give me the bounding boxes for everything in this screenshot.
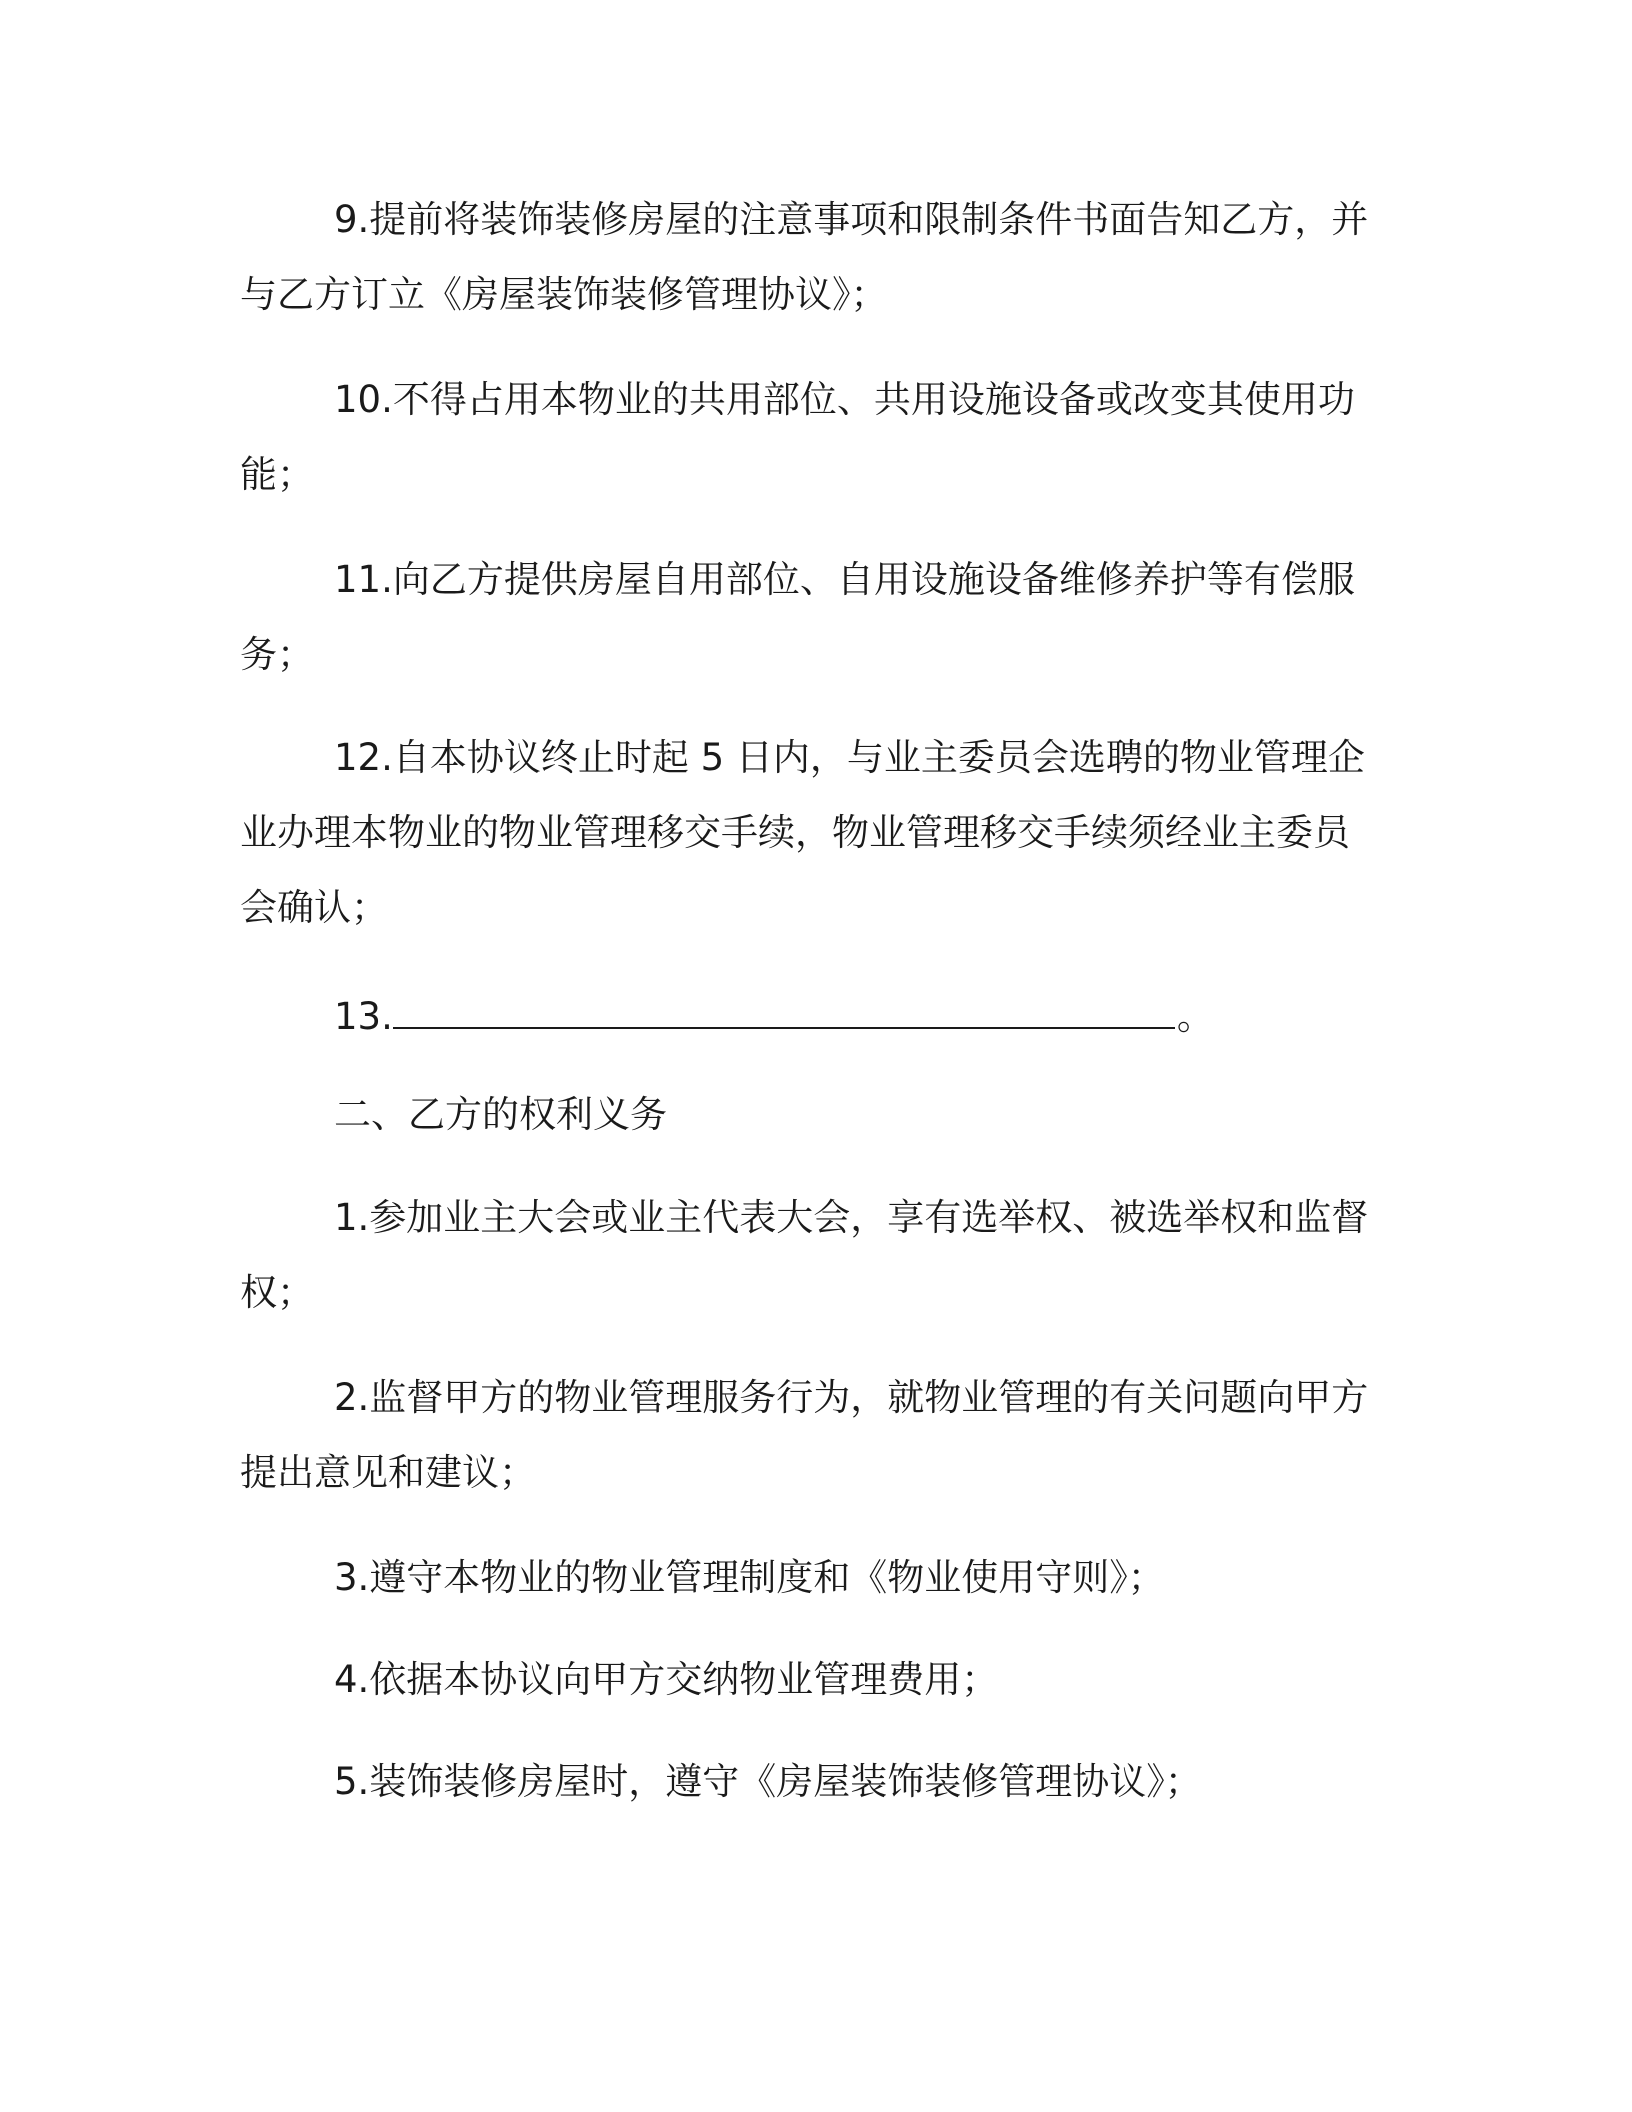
fill-in-blank: [393, 987, 1175, 1029]
item-9-line-2: 与乙方订立《房屋装饰装修管理协议》；: [240, 273, 888, 316]
right-2-line-1: 2.监督甲方的物业管理服务行为，就物业管理的有关问题向甲方: [334, 1376, 1369, 1419]
item-10-line-2: 能；: [240, 453, 314, 496]
item-11-line-1: 11.向乙方提供房屋自用部位、自用设施设备维修养护等有偿服: [334, 558, 1355, 601]
right-5-line: 5.装饰装修房屋时，遵守《房屋装饰装修管理协议》；: [334, 1760, 1202, 1803]
section-heading: 二、乙方的权利义务: [334, 1093, 667, 1136]
item-13-number: 13.: [334, 995, 393, 1038]
right-3-line: 3.遵守本物业的物业管理制度和《物业使用守则》；: [334, 1556, 1165, 1599]
item-13-line: [334, 987, 1214, 1037]
item-9-line-1: 9.提前将装饰装修房屋的注意事项和限制条件书面告知乙方，并: [334, 198, 1369, 241]
right-2-line-2: 提出意见和建议；: [240, 1451, 536, 1494]
item-13-period: 。: [1176, 995, 1214, 1038]
item-12-line-1: 12.自本协议终止时起 5 日内，与业主委员会选聘的物业管理企: [334, 736, 1365, 779]
right-1-line-2: 权；: [240, 1271, 314, 1314]
right-4-line: 4.依据本协议向甲方交纳物业管理费用；: [334, 1658, 999, 1701]
item-10-line-1: 10.不得占用本物业的共用部位、共用设施设备或改变其使用功: [334, 378, 1355, 421]
item-12-line-2: 业办理本物业的物业管理移交手续，物业管理移交手续须经业主委员: [240, 811, 1350, 854]
item-12-line-3: 会确认；: [240, 886, 388, 929]
right-1-line-1: 1.参加业主大会或业主代表大会，享有选举权、被选举权和监督: [334, 1196, 1369, 1239]
item-11-line-2: 务；: [240, 633, 314, 676]
